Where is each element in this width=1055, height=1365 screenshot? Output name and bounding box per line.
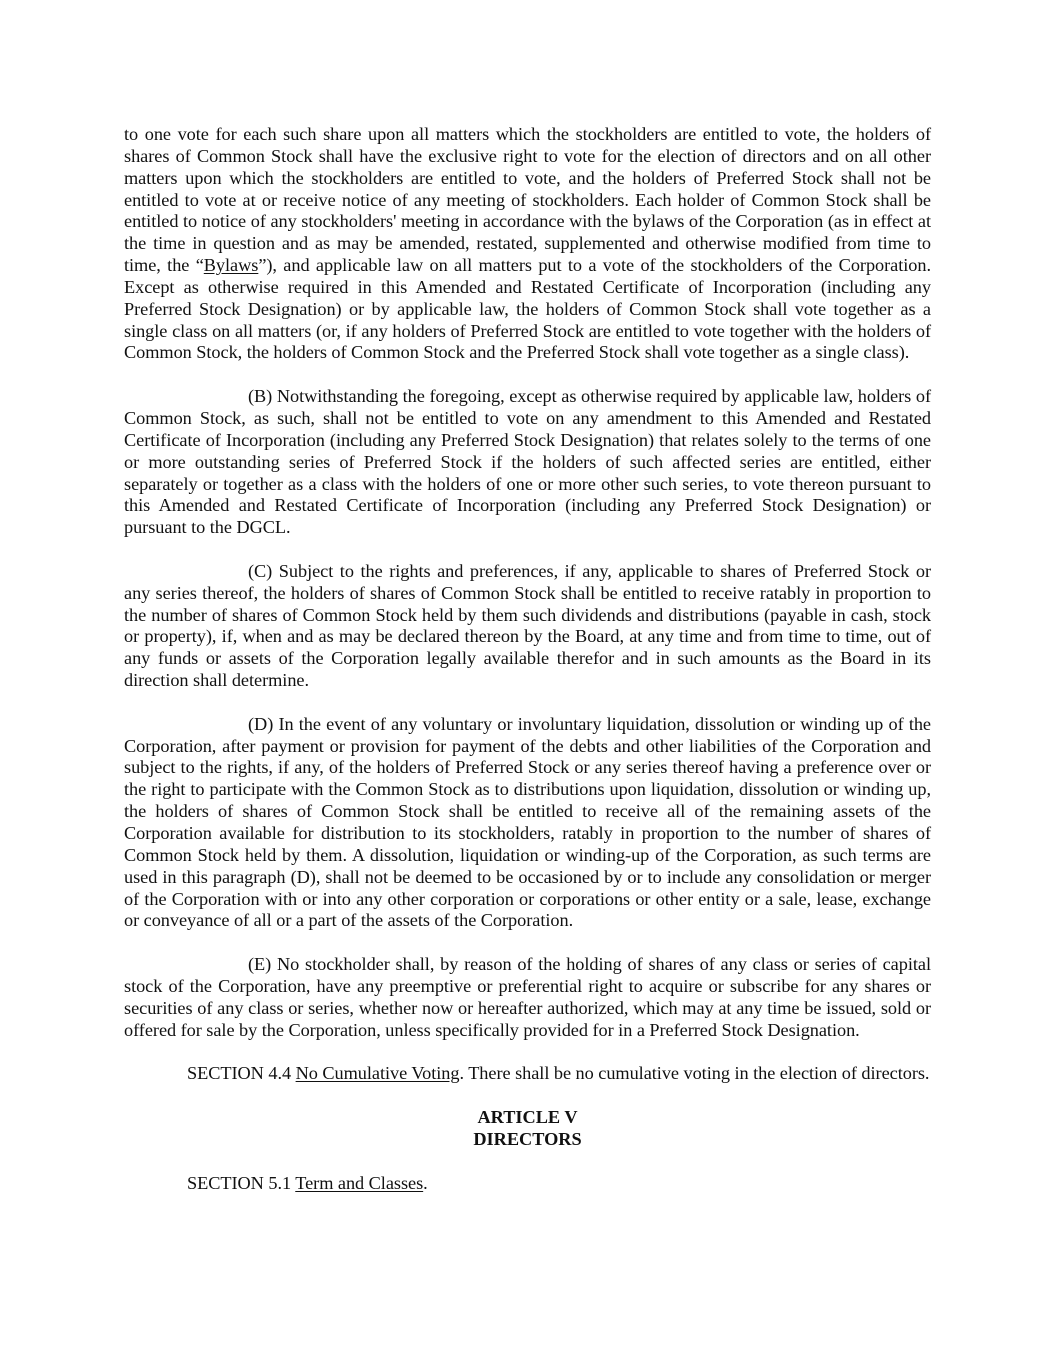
paragraph-text: to one vote for each such share upon all matters which the stockholders are entitled to vote, the holders of shares of Common Stock shall have the exclusive right to vote for the election of directors and on all other matters upon which the stockholders are entitled to vote, and the holders of Preferred Stock shall not be entitled to vote at or receive notice of any meeting of stockholders. Each holder of Common Stock shall be entitled to notice of any stockholders' meeting in accordance with the bylaws of the Corporation (as in effect at the time in question and as may be amended, restated, supplemented and otherwise modified from time to time, the “ (124, 124, 931, 276)
section-text: . There shall be no cumulative voting in the election of directors. (459, 1063, 930, 1084)
section-number: SECTION 4.4 (187, 1063, 292, 1084)
subparagraph-c: (C) Subject to the rights and preferences, if any, applicable to shares of Preferred Stock or any series thereof, the holders of shares of Common Stock shall be entitled to receive ratably in proportion to the number of shares of Common Stock held by them such dividends and distributions (payable in cash, stock or property), if, when and as may be declared thereon by the Board, at any time and from time to time, out of any funds or assets of the Corporation legally available therefor and in such amounts as the Board in its direction shall determine. (124, 560, 931, 691)
continuation-paragraph (124, 124, 931, 364)
paragraph-text: ”), and applicable law on all matters put to a vote of the stockholders of the Corporation. Except as otherwise required in this Amended and Restated Certificate of Incorporation (including any Preferred Stock Designation) or by applicable law, the holders of Common Stock shall vote together as a single class on all matters (or, if any holders of Preferred Stock are entitled to vote together with the holders of Common Stock, the holders of Common Stock and the Preferred Stock shall vote together as a single class). (124, 255, 931, 363)
section-5-1 (124, 1173, 931, 1195)
subparagraph-d: (D) In the event of any voluntary or involuntary liquidation, dissolution or winding up of the Corporation, after payment or provision for payment of the debts and other liabilities of the Corporation and subject to the rights, if any, of the holders of Preferred Stock or any series thereof having a preference over or the right to participate with the Common Stock as to distributions upon liquidation, dissolution or winding up, the holders of shares of Common Stock shall be entitled to receive all of the remaining assets of the Corporation available for distribution to its stockholders, ratably in proportion to the number of shares of Common Stock held by them. A dissolution, liquidation or winding-up of the Corporation, as such terms are used in this paragraph (D), shall not be deemed to be occasioned by or to include any consolidation or merger of the Corporation with or into any other corporation or corporations or other entity or a sale, lease, exchange or conveyance of all or a part of the assets of the Corporation. (124, 713, 931, 931)
subparagraph-e: (E) No stockholder shall, by reason of the holding of shares of any class or series of capital stock of the Corporation, have any preemptive or preferential right to acquire or subscribe for any shares or securities of any class or series, whether now or hereafter authorized, which may at any time be issued, sold or offered for sale by the Corporation, unless specifically provided for in a Preferred Stock Designation. (124, 954, 931, 1040)
defined-term-bylaws: Bylaws (203, 255, 259, 276)
subparagraph-b: (B) Notwithstanding the foregoing, except as otherwise required by applicable law, holders of Common Stock, as such, shall not be entitled to vote on any amendment to this Amended and Restated Certificate of Incorporation (including any Preferred Stock Designation) that relates solely to the terms of one or more outstanding series of Preferred Stock if the holders of such affected series are entitled, either separately or together as a class with the holders of one or more other such series, to vote thereon pursuant to this Amended and Restated Certificate of Incorporation (including any Preferred Stock Designation) or pursuant to the DGCL. (124, 386, 931, 538)
section-text: . (423, 1172, 428, 1193)
article-heading (124, 1107, 931, 1151)
section-number: SECTION 5.1 (187, 1172, 292, 1193)
document-page (124, 124, 931, 1216)
section-heading: Term and Classes (295, 1172, 424, 1193)
article-title: DIRECTORS (473, 1128, 582, 1149)
section-4-4 (124, 1063, 931, 1085)
article-number: ARTICLE V (477, 1106, 578, 1127)
section-heading: No Cumulative Voting (295, 1063, 460, 1084)
